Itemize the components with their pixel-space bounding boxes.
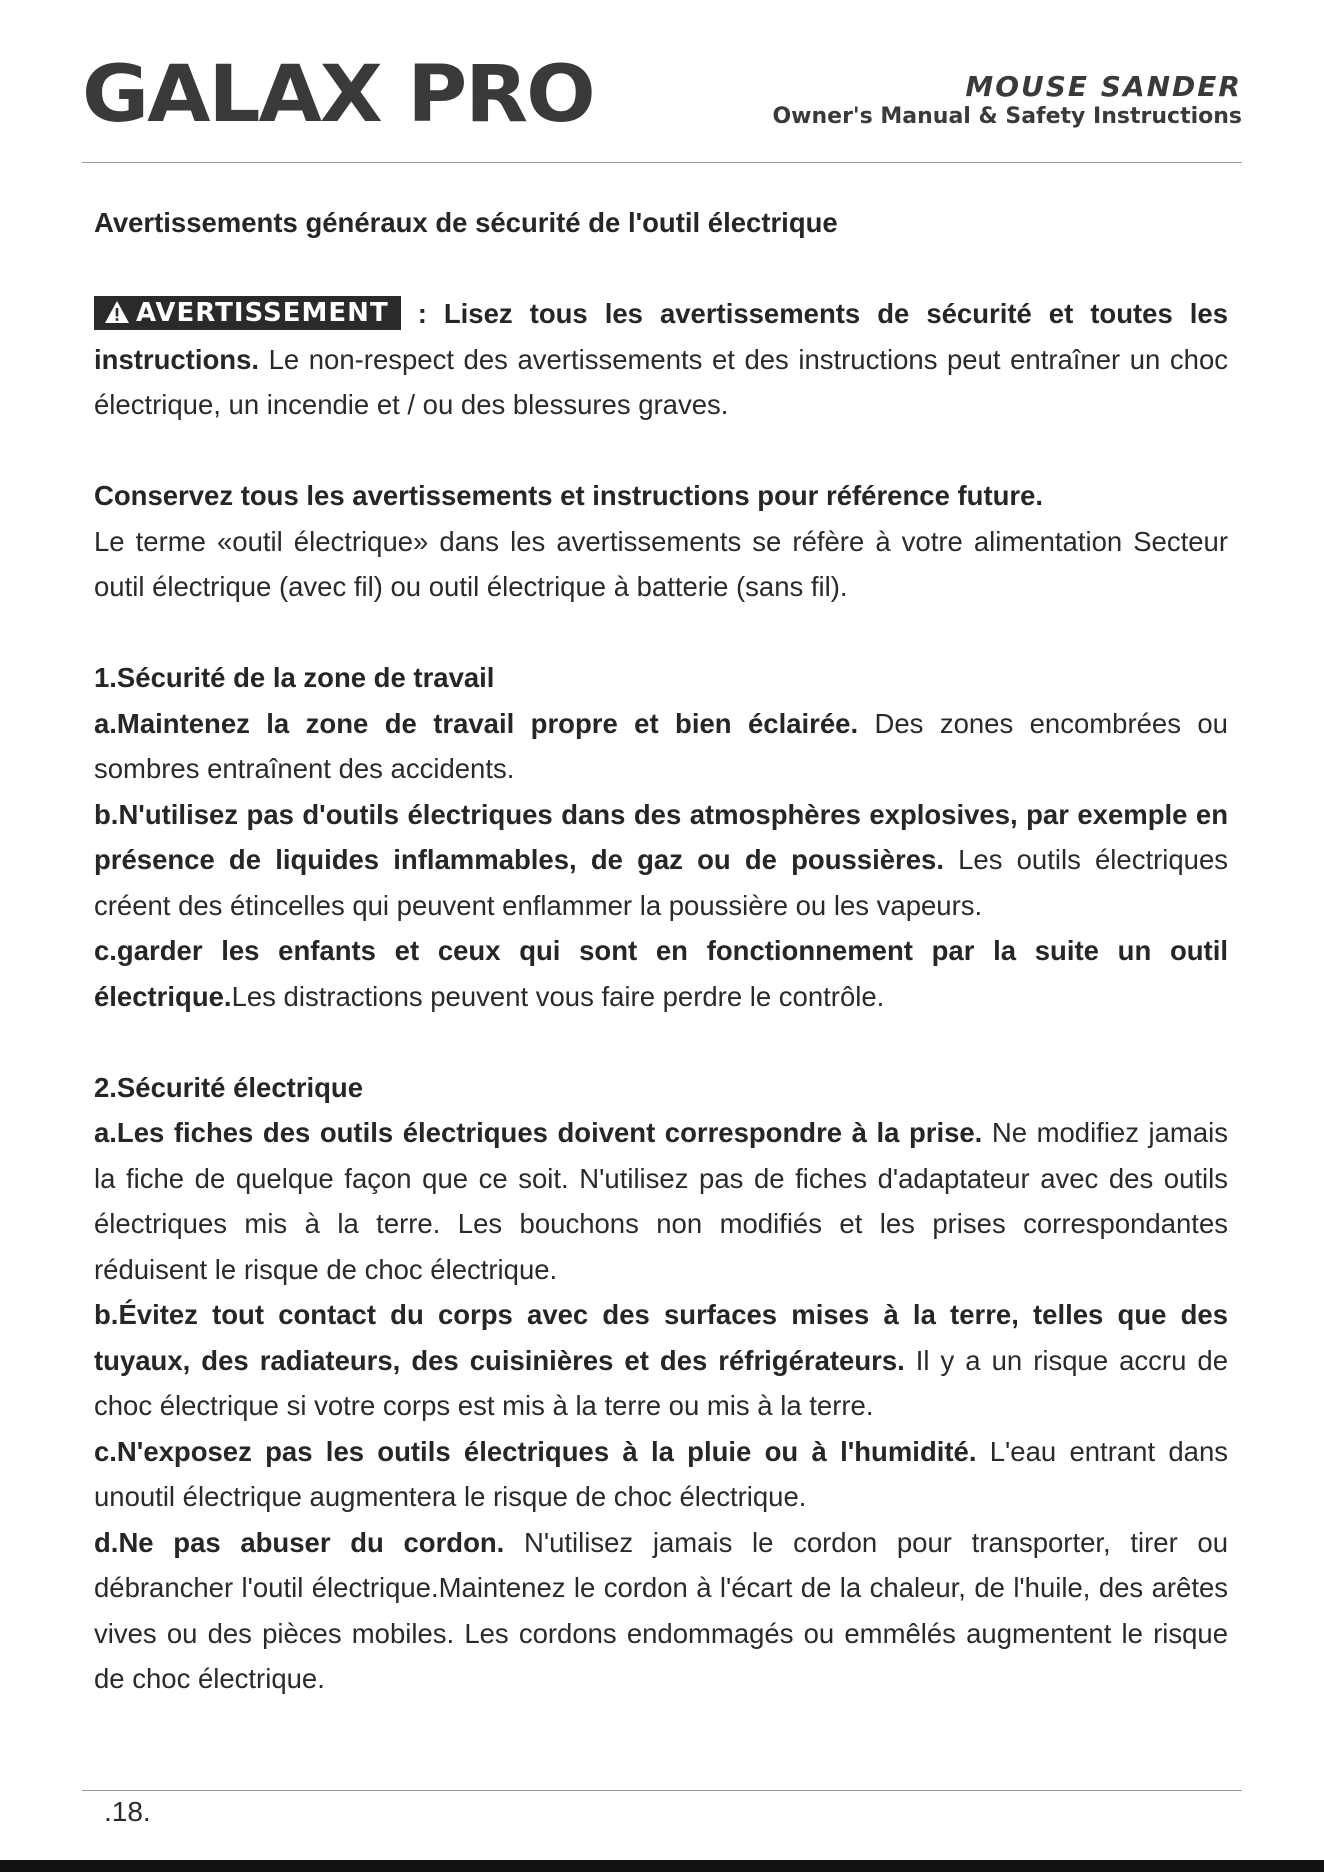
footer-divider: [82, 1790, 1242, 1791]
bottom-edge: [0, 1860, 1324, 1872]
list-item: c.garder les enfants et ceux qui sont en fonctionnement par la suite un outil électrique.Les distractions peuvent vous faire perdre le contrôle.: [94, 935, 1228, 1012]
warning-lead: : Lisez tous les avertissements de sécurité et toutes les instructions.: [94, 298, 1229, 375]
list-item: c.N'exposez pas les outils électriques à la pluie ou à l'humidité. L'eau entrant dans unoutil électrique augmentera le risque de choc électrique.: [94, 1435, 1228, 1512]
page-header: [82, 50, 1242, 140]
section-heading: 2.Sécurité électrique: [94, 1071, 364, 1103]
list-item: a.Maintenez la zone de travail propre et bien éclairée. Des zones encombrées ou sombres entraînent des accidents.: [94, 707, 1228, 784]
section-heading: 1.Sécurité de la zone de travail: [94, 662, 495, 693]
page-number: .18.: [104, 1796, 151, 1827]
list-item: d.Ne pas abuser du cordon. N'utilisez jamais le cordon pour transporter, tirer ou débrancher l'outil électrique.Maintenez le cordon à l'écart de la chaleur, de l'huile, des arêtes vives ou des pièces mobiles. Les cordons endommagés ou emmêlés augmentent le risque de choc électrique.: [94, 1526, 1228, 1694]
manual-content: [94, 200, 1228, 1702]
warning-paragraph: [94, 291, 1228, 428]
keep-instructions-text: Le terme «outil électrique» dans les avertissements se réfère à votre alimentation Secteur outil électrique (avec fil) ou outil électrique à batterie (sans fil).: [94, 525, 1228, 602]
list-item: b.N'utilisez pas d'outils électriques dans des atmosphères explosives, par exemple en présence de liquides inflammables, de gaz ou de poussières. Les outils électriques créent des étincelles qui peuvent enflammer la poussière ou les vapeurs.: [94, 798, 1228, 921]
list-item: b.Évitez tout contact du corps avec des surfaces mises à la terre, telles que des tuyaux, des radiateurs, des cuisinières et des réfrigérateurs. Il y a un risque accru de choc électrique si votre corps est mis à la terre ou mis à la terre.: [94, 1299, 1228, 1421]
manual-title: Owner's Manual & Safety Instructions: [772, 104, 1242, 129]
keep-instructions-heading: Conservez tous les avertissements et instructions pour référence future.: [94, 480, 1044, 511]
product-name: MOUSE SANDER: [965, 70, 1242, 103]
warning-text: Le non-respect des avertissements et des instructions peut entraîner un choc électrique, un incendie et / ou des blessures graves.: [94, 343, 1228, 420]
header-divider: [82, 162, 1242, 163]
list-item: a.Les fiches des outils électriques doivent correspondre à la prise. Ne modifiez jamais la fiche de quelque façon que ce soit. N'utilisez pas de fiches d'adaptateur avec des outils électriques mis à la terre. Les bouchons non modifiés et les prises correspondantes réduisent le risque de choc électrique.: [94, 1117, 1228, 1285]
section-title: Avertissements généraux de sécurité de l'outil électrique: [94, 207, 838, 238]
warning-triangle-icon: [104, 300, 130, 324]
warning-badge: AVERTISSEMENT: [94, 296, 401, 330]
brand-logo: GALAX PRO: [82, 50, 594, 140]
